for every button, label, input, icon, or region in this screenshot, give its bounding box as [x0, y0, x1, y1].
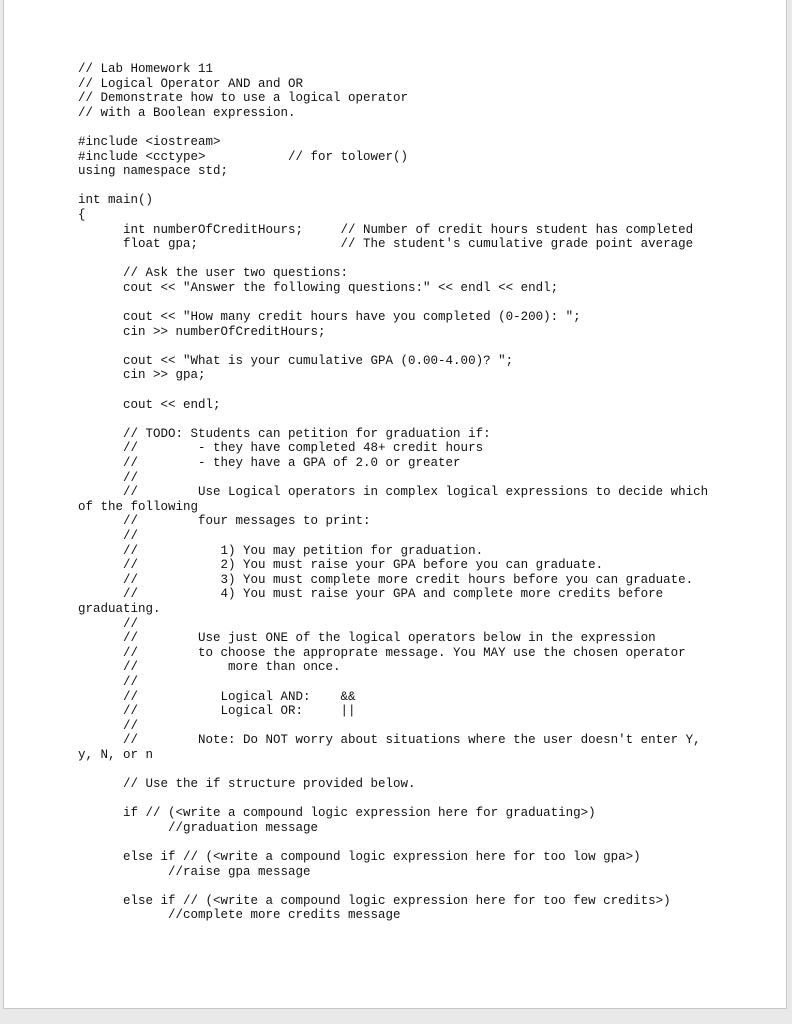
code-line	[78, 179, 708, 194]
code-line	[78, 383, 708, 398]
code-line: cout << "Answer the following questions:" << endl << endl;	[78, 280, 559, 295]
code-line: cout << "How many credit hours have you completed (0-200): ";	[78, 310, 581, 325]
code-listing	[78, 62, 708, 923]
code-line	[78, 412, 708, 427]
code-line	[78, 296, 708, 311]
code-line: graduating.	[78, 601, 161, 616]
code-line: #include <iostream>	[78, 134, 221, 149]
code-line: // with a Boolean expression.	[78, 105, 296, 120]
code-line: float gpa; // The student's cumulative grade point average	[78, 237, 694, 252]
code-line: // 1) You may petition for graduation.	[78, 543, 484, 558]
code-line: // Demonstrate how to use a logical operator	[78, 91, 409, 106]
code-line: // Ask the user two questions:	[78, 266, 349, 281]
code-line: //graduation message	[78, 820, 319, 835]
code-line: //	[78, 470, 139, 485]
code-line	[78, 879, 708, 894]
code-line	[78, 763, 708, 778]
code-line: using namespace std;	[78, 164, 229, 179]
code-line: int main()	[78, 193, 154, 208]
code-line: if // (<write a compound logic expression here for graduating>)	[78, 806, 596, 821]
code-line	[78, 835, 708, 850]
code-line: // Note: Do NOT worry about situations where the user doesn't enter Y,	[78, 733, 701, 748]
code-line: // 3) You must complete more credit hours before you can graduate.	[78, 572, 694, 587]
code-line: int numberOfCreditHours; // Number of credit hours student has completed	[78, 222, 694, 237]
code-line: // - they have a GPA of 2.0 or greater	[78, 456, 461, 471]
code-line: //	[78, 529, 139, 543]
code-line: // Lab Homework 11	[78, 62, 214, 76]
code-line: // TODO: Students can petition for graduation if:	[78, 426, 491, 441]
code-line: cin >> numberOfCreditHours;	[78, 324, 326, 339]
code-line: #include <cctype> // for tolower()	[78, 149, 409, 164]
code-line: of the following	[78, 499, 199, 514]
document-page	[3, 0, 787, 1009]
code-line: // Use just ONE of the logical operators below in the expression	[78, 631, 656, 646]
code-line	[78, 792, 708, 807]
code-line: //raise gpa message	[78, 864, 311, 879]
code-line	[78, 339, 708, 354]
code-line: {	[78, 207, 86, 222]
code-line: // 4) You must raise your GPA and complete more credits before	[78, 587, 664, 602]
code-line	[78, 120, 708, 135]
code-line: // Logical AND: &&	[78, 689, 356, 704]
code-line: // Logical Operator AND and OR	[78, 76, 304, 91]
code-line: //	[78, 616, 139, 631]
code-line: // Logical OR: ||	[78, 704, 356, 719]
code-line: // more than once.	[78, 660, 341, 675]
code-line: // - they have completed 48+ credit hours	[78, 441, 484, 456]
code-line: cin >> gpa;	[78, 368, 206, 383]
code-line: y, N, or n	[78, 747, 154, 762]
code-line: // 2) You must raise your GPA before you can graduate.	[78, 558, 604, 573]
code-line: //	[78, 718, 139, 733]
code-line: cout << endl;	[78, 397, 221, 412]
code-line: else if // (<write a compound logic expression here for too low gpa>)	[78, 850, 641, 865]
code-line	[78, 252, 708, 267]
code-line: // Use the if structure provided below.	[78, 777, 416, 792]
code-line: // Use Logical operators in complex logical expressions to decide which	[78, 485, 709, 500]
code-line: //complete more credits message	[78, 908, 401, 923]
code-line: cout << "What is your cumulative GPA (0.00-4.00)? ";	[78, 353, 514, 368]
code-line: // to choose the approprate message. You MAY use the chosen operator	[78, 645, 686, 660]
code-line: // four messages to print:	[78, 514, 371, 529]
code-line: else if // (<write a compound logic expression here for too few credits>)	[78, 893, 671, 908]
code-line: //	[78, 674, 139, 689]
